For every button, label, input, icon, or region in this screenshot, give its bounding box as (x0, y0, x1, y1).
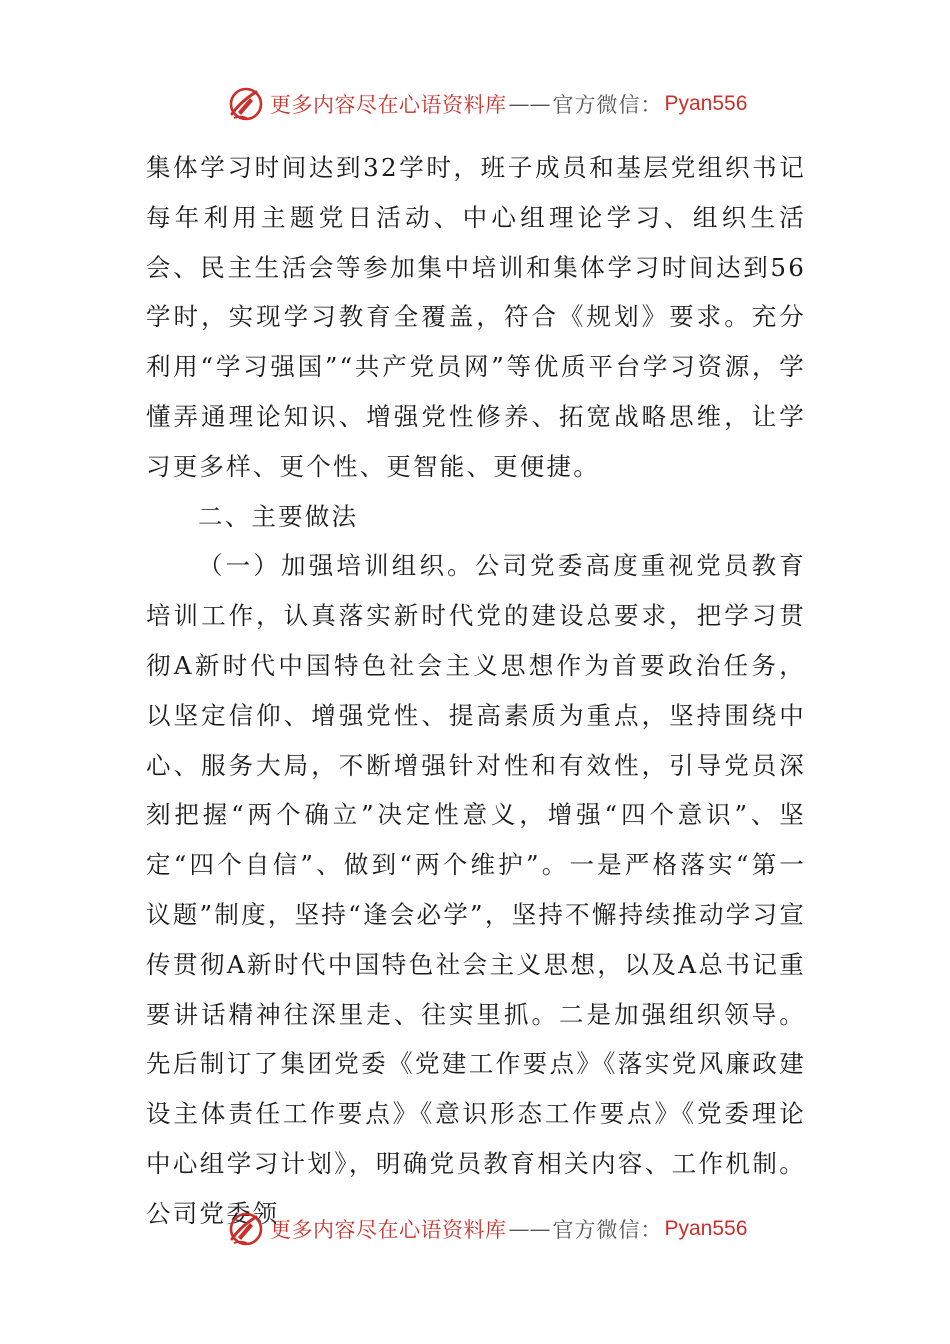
watermark-label: 官方微信： (552, 93, 663, 117)
watermark-separator: —— (508, 1217, 551, 1241)
paragraph-training-organization: （一）加强培训组织。公司党委高度重视党员教育培训工作，认真落实新时代党的建设总要求，把学习贯彻A新时代中国特色社会主义思想作为首要政治任务，以坚定信仰、增强党性、提高素质为重点，坚持围绕中心、服务大局，不断增强针对性和有效性，引导党员深刻把握“两个确立”决定性意义，增强“四个意识”、坚定“四个自信”、做到“两个维护”。一是严格落实“第一议题”制度，坚持“逢会必学”，坚持不懈持续推动学习宣传贯彻A新时代中国特色社会主义思想，以及A总书记重要讲话精神往深里走、往实里抓。二是加强组织领导。先后制订了集团党委《党建工作要点》《落实党风廉政建设主体责任工作要点》《意识形态工作要点》《党委理论中心组学习计划》，明确党员教育相关内容、工作机制。公司党委领 (146, 551, 806, 1228)
watermark-separator: —— (508, 92, 551, 116)
paragraph-continuation: 集体学习时间达到32学时，班子成员和基层党组织书记每年利用主题党日活动、中心组理论学习、组织生活会、民主生活会等参加集中培训和集体学习时间达到56学时，实现学习教育全覆盖，符合《规划》要求。充分利用“学习强国”“共产党员网”等优质平台学习资源，学懂弄通理论知识、增强党性修养、拓宽战略思维，让学习更多样、更个性、更智能、更便捷。 (146, 153, 806, 481)
section-heading: 二、主要做法 (198, 501, 359, 531)
watermark-wechat-id: Pyan556 (664, 92, 748, 115)
watermark-text: 更多内容尽在心语资料库 (270, 93, 507, 117)
watermark-wechat-id: Pyan556 (664, 1217, 748, 1240)
watermark-text: 更多内容尽在心语资料库 (270, 1218, 507, 1242)
footer-watermark (226, 1209, 747, 1249)
pen-circle-logo-icon (226, 1209, 266, 1249)
pen-circle-logo-icon (226, 84, 266, 124)
watermark-label: 官方微信： (552, 1218, 663, 1242)
document-body (146, 143, 806, 1239)
header-watermark (226, 84, 747, 124)
